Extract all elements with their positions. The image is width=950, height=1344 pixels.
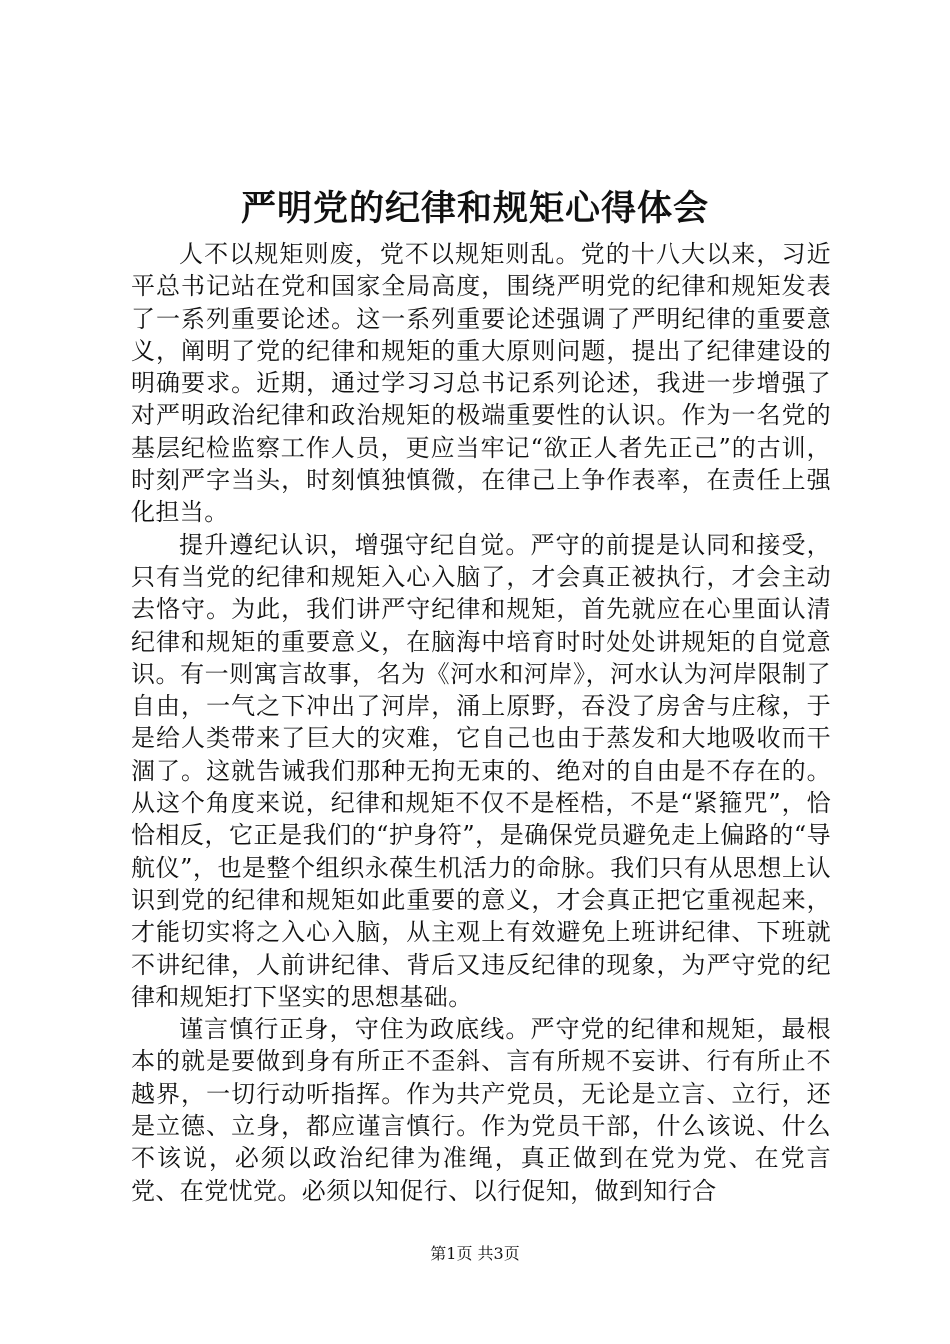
paragraph-1: 人不以规矩则废，党不以规矩则乱。党的十八大以来，习近平总书记站在党和国家全局高度，围绕严明党的纪律和规矩发表了一系列重要论述。这一系列重要论述强调了严明纪律的重要意义，阐明了党的纪律和规矩的重大原则问题，提出了纪律建设的明确要求。近期，通过学习习总书记系列论述，我进一步增强了对严明政治纪律和政治规矩的极端重要性的认识。作为一名党的基层纪检监察工作人员，更应当牢记“欲正人者先正己”的古训，时刻严字当头，时刻慎独慎微，在律己上争作表率，在责任上强化担当。 (131, 240, 831, 527)
paragraph-2: 提升遵纪认识，增强守纪自觉。严守的前提是认同和接受，只有当党的纪律和规矩入心入脑了，才会真正被执行，才会主动去恪守。为此，我们讲严守纪律和规矩，首先就应在心里面认清纪律和规矩的重要意义，在脑海中培育时时处处讲规矩的自觉意识。有一则寓言故事，名为《河水和河岸》，河水认为河岸限制了自由，一气之下冲出了河岸，涌上原野，吞没了房舍与庄稼，于是给人类带来了巨大的灾难，它自己也由于蒸发和大地吸收而干涸了。这就告诫我们那种无拘无束的、绝对的自由是不存在的。从这个角度来说，纪律和规矩不仅不是桎梏，不是“紧箍咒”，恰恰相反，它正是我们的“护身符”，是确保党员避免走上偏路的“导航仪”，也是整个组织永葆生机活力的命脉。我们只有从思想上认识到党的纪律和规矩如此重要的意义，才会真正把它重视起来，才能切实将之入心入脑，从主观上有效避免上班讲纪律、下班就不讲纪律，人前讲纪律、背后又违反纪律的现象，为严守党的纪律和规矩打下坚实的思想基础。 (131, 530, 831, 1011)
page-footer: 第1页 共3页 (430, 1244, 520, 1263)
paragraph-3: 谨言慎行正身，守住为政底线。严守党的纪律和规矩，最根本的就是要做到身有所正不歪斜、言有所规不妄讲、行有所止不越界，一切行动听指挥。作为共产党员，无论是立言、立行，还是立德、立身，都应谨言慎行。作为党员干部，什么该说、什么不该说，必须以政治纪律为准绳，真正做到在党为党、在党言党、在党忧党。必须以知促行、以行促知，做到知行合 (131, 1015, 831, 1205)
document-body (131, 238, 831, 1207)
document-title: 严明党的纪律和规矩心得体会 (240, 188, 709, 229)
